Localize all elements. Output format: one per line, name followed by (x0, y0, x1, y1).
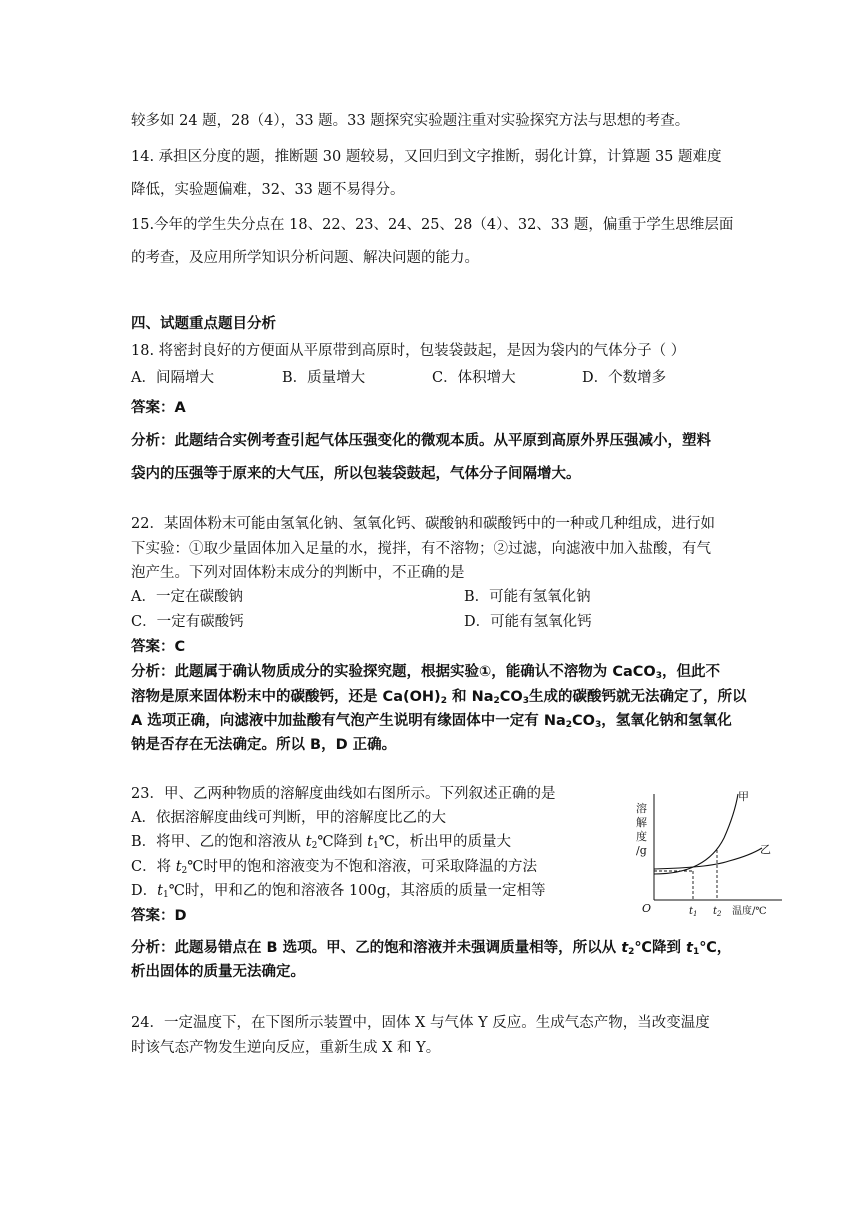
q22-answer: 答案：C (131, 639, 186, 655)
q18-analysis-line: 袋内的压强等于原来的大气压，所以包装袋鼓起，气体分子间隔增大。 (131, 466, 581, 482)
q23-analysis-line: 析出固体的质量无法确定。 (131, 964, 305, 980)
question-22-stem: 泡产生。下列对固体粉末成分的判断中，不正确的是 (131, 565, 465, 581)
text-line: 15.今年的学生失分点在 18、22、23、24、25、28（4）、32、33 题，偏重于学生思维层面 (131, 217, 734, 233)
question-18-stem: 18. 将密封良好的方便面从平原带到高原时，包装袋鼓起，是因为袋内的气体分子（ ） (131, 343, 686, 359)
section-title: 四、试题重点题目分析 (131, 316, 276, 332)
curve-jia-label: 甲 (738, 790, 749, 803)
q22-analysis-line: 分析：此题属于确认物质成分的实验探究题，根据实验①，能确认不溶物为 CaCO$_3$，但此不 (131, 664, 720, 681)
text-line: 14. 承担区分度的题，推断题 30 题较易，又回归到文字推断，弱化计算，计算题 35 题难度 (131, 149, 722, 165)
q23-option-b: B．将甲、乙的饱和溶液从 $t_2℃$降到 $t_1℃$，析出甲的质量大 (131, 834, 511, 851)
q23-option-d: D．$t_1℃$时，甲和乙的饱和溶液各 100g，其溶质的质量一定相等 (131, 883, 546, 900)
q18-option-a: A．间隔增大 (131, 370, 214, 386)
q22-option-d: D．可能有氢氧化钙 (464, 614, 592, 630)
q18-option-b: B．质量增大 (282, 370, 366, 386)
q18-option-c: C．体积增大 (432, 370, 516, 386)
curve-yi-label: 乙 (760, 843, 771, 856)
x-axis-label: 温度/℃ (732, 906, 767, 917)
solubility-curve-figure (634, 788, 784, 923)
q22-option-b: B．可能有氢氧化钠 (464, 589, 591, 605)
y-axis-label-char: 度 (636, 830, 647, 843)
q22-analysis-line: 溶物是原来固体粉末中的碳酸钙，还是 $Ca(OH)_2$ 和 $Na_2CO_3$生成的碳酸钙就无法确定了，所以 (131, 689, 747, 706)
q22-analysis-line: 钠是否存在无法确定。所以 B，D 正确。 (131, 737, 397, 753)
question-22-stem: 下实验：①取少量固体加入足量的水，搅拌，有不溶物；②过滤，向滤液中加入盐酸，有气 (131, 541, 711, 557)
q23-option-c: C．将 $t_2℃$时甲的饱和溶液变为不饱和溶液，可采取降温的方法 (131, 859, 537, 876)
q18-answer: 答案：A (131, 400, 186, 416)
y-axis-label-char: /g (636, 844, 647, 857)
text-line: 的考查，及应用所学知识分析问题、解决问题的能力。 (131, 250, 479, 266)
y-axis-label-char: 解 (636, 816, 647, 829)
t2-tick-label: $t_2$ (713, 906, 722, 918)
question-24-stem: 24．一定温度下，在下图所示装置中，固体 X 与气体 Y 反应。生成气态产物，当改变温度 (131, 1015, 710, 1031)
q18-analysis-line: 分析：此题结合实例考查引起气体压强变化的微观本质。从平原到高原外界压强减小，塑料 (131, 433, 711, 449)
q22-analysis-line: A 选项正确，向滤液中加盐酸有气泡产生说明有缘固体中一定有 $Na_2CO_3$，氢氧化钠和氢氧化 (131, 713, 732, 730)
y-axis-label-char: 溶 (636, 802, 647, 815)
q23-analysis-line: 分析：此题易错点在 B 选项。甲、乙的饱和溶液并未强调质量相等，所以从 $t_2℃$降到 $t_1℃$， (131, 940, 732, 957)
text-line: 降低，实验题偏难，32、33 题不易得分。 (131, 182, 405, 198)
question-24-stem: 时该气态产物发生逆向反应，重新生成 X 和 Y。 (131, 1040, 441, 1056)
q22-option-c: C．一定有碳酸钙 (131, 614, 244, 630)
text-line: 较多如 24 题，28（4），33 题。33 题探究实验题注重对实验探究方法与思想的考查。 (131, 113, 690, 129)
t1-tick-label: $t_1$ (689, 906, 698, 918)
q23-answer: 答案：D (131, 908, 187, 924)
q22-option-a: A．一定在碳酸钠 (131, 589, 243, 605)
question-23-stem: 23．甲、乙两种物质的溶解度曲线如右图所示。下列叙述正确的是 (131, 786, 556, 802)
q23-option-a: A．依据溶解度曲线可判断，甲的溶解度比乙的大 (131, 810, 446, 826)
origin-label: O (642, 902, 652, 915)
question-22-stem: 22．某固体粉末可能由氢氧化钠、氢氧化钙、碳酸钠和碳酸钙中的一种或几种组成，进行如 (131, 516, 715, 532)
q18-option-d: D．个数增多 (582, 370, 667, 386)
